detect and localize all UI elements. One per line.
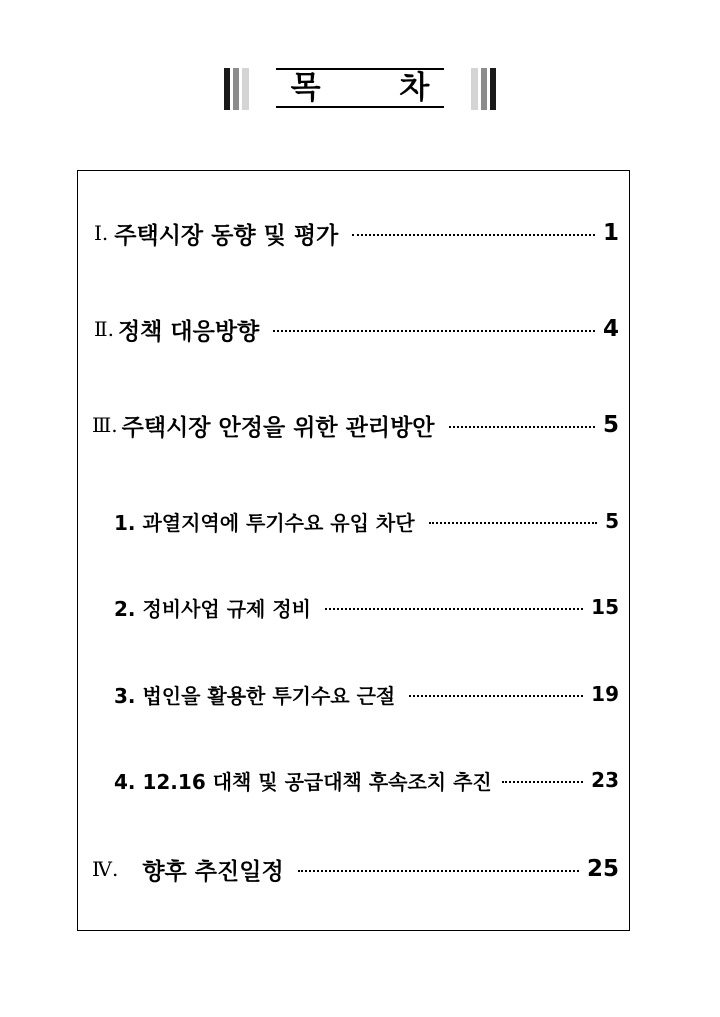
toc-page-number: 5 [602, 412, 619, 438]
toc-entry-label: 3. 법인을 활용한 투기수요 근절 [114, 683, 396, 708]
section-numeral: Ⅱ. [94, 317, 114, 341]
toc-page-number: 1 [602, 220, 619, 246]
toc-entry-label: 1. 과열지역에 투기수요 유입 차단 [114, 510, 415, 535]
decoration-bar [471, 68, 478, 110]
title-decoration-left [224, 68, 249, 110]
decoration-bar [224, 68, 230, 110]
toc-entry-subsection-4[interactable] [78, 760, 629, 800]
toc-entry-section-1[interactable] [78, 213, 629, 253]
toc-entry-label: 4. 12.16 대책 및 공급대책 후속조치 추진 [114, 769, 492, 794]
section-numeral: Ⅰ. [94, 221, 109, 245]
toc-entry-label: 주택시장 안정을 위한 관리방안 [121, 414, 435, 441]
decoration-bar [490, 68, 496, 110]
section-numeral: Ⅲ. [92, 413, 118, 437]
toc-entry-section-3[interactable] [78, 405, 629, 445]
dot-leader [502, 781, 583, 783]
decoration-bar [242, 68, 249, 110]
section-numeral: Ⅳ. [92, 857, 119, 881]
toc-entry-subsection-2[interactable] [78, 587, 629, 627]
toc-page-number: 5 [605, 509, 619, 533]
toc-entry-section-2[interactable] [78, 309, 629, 349]
toc-title-block [224, 68, 496, 110]
decoration-bar [233, 68, 239, 110]
dot-leader [429, 522, 598, 524]
dot-leader [273, 330, 595, 332]
title-decoration-right [471, 68, 496, 110]
toc-entry-subsection-1[interactable] [78, 501, 629, 541]
dot-leader [325, 608, 583, 610]
toc-entry-subsection-3[interactable] [78, 674, 629, 714]
toc-entry-label: 향후 추진일정 [142, 858, 284, 885]
toc-page-number: 19 [591, 682, 619, 706]
decoration-bar [481, 68, 487, 110]
title-box [276, 68, 464, 108]
toc-page-number: 23 [591, 768, 619, 792]
toc-page-number: 15 [591, 595, 619, 619]
toc-page-number: 25 [586, 856, 619, 882]
toc-frame [77, 170, 630, 931]
page-title: 목 차 [290, 69, 464, 106]
toc-page-number: 4 [602, 316, 619, 342]
dot-leader [298, 870, 579, 872]
toc-entry-label: 주택시장 동향 및 평가 [114, 222, 339, 249]
toc-entry-section-4[interactable] [78, 849, 629, 889]
toc-entry-label: 2. 정비사업 규제 정비 [114, 596, 311, 621]
dot-leader [409, 695, 583, 697]
dot-leader [449, 426, 595, 428]
dot-leader [352, 234, 595, 236]
toc-entry-label: 정책 대응방향 [117, 318, 260, 345]
